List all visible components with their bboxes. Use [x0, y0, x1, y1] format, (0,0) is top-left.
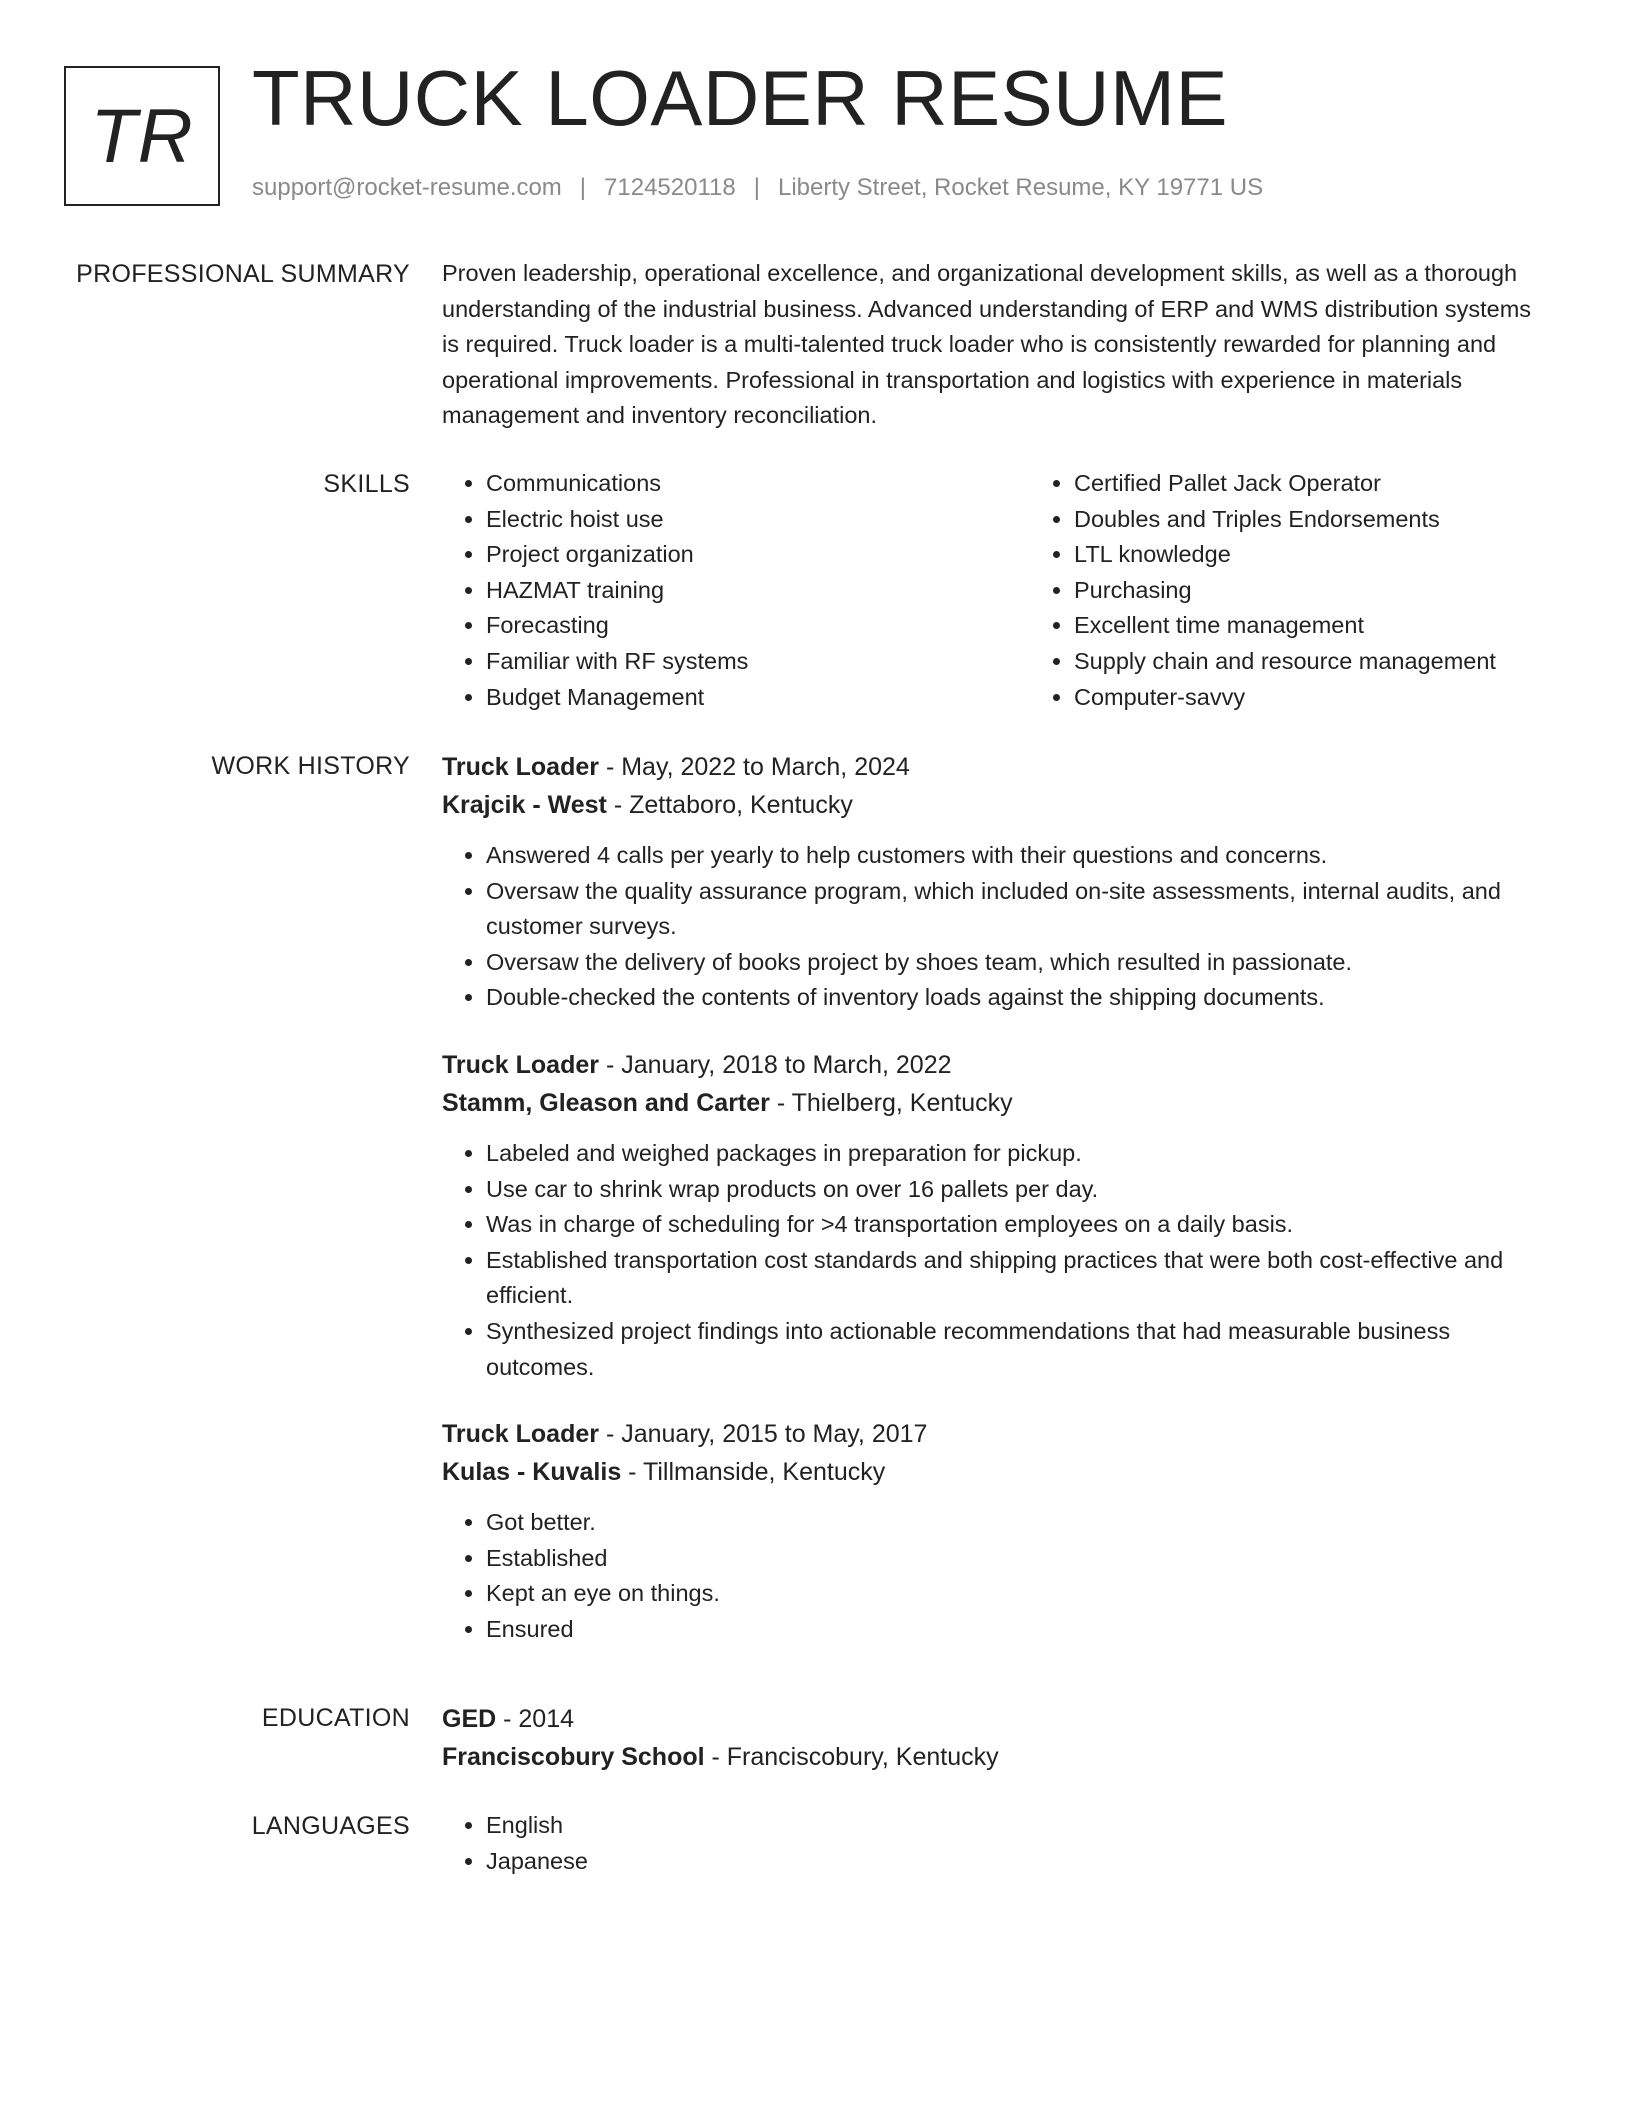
- job-title-line: [442, 748, 1552, 786]
- skill-item: • Electric hoist use: [486, 502, 1030, 538]
- summary-body: [442, 256, 1552, 434]
- education-school-line: [442, 1738, 1552, 1776]
- skill-item: • Computer-savvy: [1074, 680, 1574, 716]
- language-item: • English: [486, 1808, 1552, 1844]
- education-location: - Franciscobury, Kentucky: [704, 1743, 999, 1771]
- summary-text: Proven leadership, operational excellence, and organizational development skills, as well as a thorough understanding of the industrial business. Advanced understanding of ERP and WMS distribution systems is required. Truck loader is a multi-talented truck loader who is consistently rewarded for planning and operational improvements. Professional in transportation and logistics with experience in materials management and inventory reconciliation.: [442, 260, 1532, 429]
- contact-line: [252, 174, 1263, 202]
- contact-address: Liberty Street, Rocket Resume, KY 19771 US: [777, 174, 1264, 201]
- contact-phone[interactable]: 7124520118: [604, 174, 736, 201]
- skill-item: • Budget Management: [486, 680, 1030, 716]
- job-bullet: • Oversaw the quality assurance program, which included on-site assessments, internal audits, and customer surveys.: [486, 874, 1552, 945]
- job-bullet: • Kept an eye on things.: [486, 1576, 1552, 1612]
- job-location: - Zettaboro, Kentucky: [606, 791, 853, 819]
- job-bullet: • Established transportation cost standards and shipping practices that were both cost-effective and efficient.: [486, 1243, 1552, 1314]
- skill-item: • Doubles and Triples Endorsements: [1074, 502, 1574, 538]
- job-bullets: [442, 1136, 1552, 1385]
- languages-list: [442, 1808, 1552, 1879]
- monogram-box: [64, 66, 220, 206]
- contact-email[interactable]: support@rocket-resume.com: [252, 174, 562, 201]
- skill-item: • Purchasing: [1074, 573, 1574, 609]
- education-year: - 2014: [496, 1705, 575, 1733]
- job-dates: - January, 2018 to March, 2022: [599, 1050, 952, 1079]
- education-degree: GED: [442, 1705, 497, 1733]
- job-title-line: [442, 1046, 1552, 1084]
- job-title: Truck Loader: [442, 1420, 599, 1449]
- job-bullet: • Labeled and weighed packages in preparation for pickup.: [486, 1136, 1552, 1172]
- skill-item: • Communications: [486, 466, 1030, 502]
- skill-item: • LTL knowledge: [1074, 537, 1574, 573]
- job-company-line: [442, 1453, 1552, 1491]
- skill-item: • HAZMAT training: [486, 573, 1030, 609]
- monogram-text: TR: [90, 93, 194, 179]
- job-bullet: • Ensured: [486, 1612, 1552, 1648]
- job-bullet: • Was in charge of scheduling for >4 transportation employees on a daily basis.: [486, 1207, 1552, 1243]
- job-location: - Tillmanside, Kentucky: [621, 1458, 886, 1487]
- job-company: Stamm, Gleason and Carter: [442, 1088, 770, 1117]
- contact-separator: |: [579, 174, 587, 201]
- skill-item: • Project organization: [486, 537, 1030, 573]
- skill-item: • Excellent time management: [1074, 608, 1574, 644]
- skill-item: • Supply chain and resource management: [1074, 644, 1574, 680]
- job-title-line: [442, 1415, 1552, 1453]
- job-title: Truck Loader: [442, 753, 599, 781]
- job-bullet: • Got better.: [486, 1505, 1552, 1541]
- job-dates: - May, 2022 to March, 2024: [599, 753, 910, 781]
- languages-body: [442, 1808, 1552, 1879]
- job-company-line: [442, 1084, 1552, 1122]
- section-label-summary: PROFESSIONAL SUMMARY: [76, 260, 410, 288]
- job-bullet: • Oversaw the delivery of books project by shoes team, which resulted in passionate.: [486, 945, 1552, 981]
- job-entry: [442, 1415, 1552, 1647]
- education-degree-line: [442, 1700, 1552, 1738]
- job-bullet: • Synthesized project findings into actionable recommendations that had measurable business outcomes.: [486, 1314, 1552, 1385]
- education-school: Franciscobury School: [442, 1743, 705, 1771]
- section-label-skills: SKILLS: [323, 470, 410, 498]
- skills-list-right: [1030, 466, 1574, 715]
- skills-list-left: [442, 466, 1030, 715]
- education-body: [442, 1700, 1552, 1776]
- job-bullet: • Double-checked the contents of inventory loads against the shipping documents.: [486, 980, 1552, 1016]
- section-label-languages: LANGUAGES: [251, 1812, 410, 1840]
- work-body: [442, 748, 1552, 1678]
- section-label-education: EDUCATION: [261, 1704, 410, 1732]
- skills-body: [442, 466, 1552, 715]
- job-title: Truck Loader: [442, 1050, 599, 1079]
- job-company: Kulas - Kuvalis: [442, 1458, 622, 1487]
- job-bullet: • Use car to shrink wrap products on over 16 pallets per day.: [486, 1172, 1552, 1208]
- job-bullets: [442, 1505, 1552, 1647]
- contact-separator: |: [753, 174, 760, 201]
- job-dates: - January, 2015 to May, 2017: [599, 1420, 928, 1449]
- skill-item: • Familiar with RF systems: [486, 644, 1030, 680]
- resume-title: TRUCK LOADER RESUME: [252, 54, 1228, 142]
- job-company: Krajcik - West: [442, 791, 607, 819]
- section-label-work: WORK HISTORY: [211, 752, 410, 780]
- skill-item: • Certified Pallet Jack Operator: [1074, 466, 1574, 502]
- job-location: - Thielberg, Kentucky: [769, 1088, 1013, 1117]
- job-entry: [442, 748, 1552, 1016]
- job-bullets: [442, 838, 1552, 1016]
- job-company-line: [442, 786, 1552, 824]
- job-entry: [442, 1046, 1552, 1385]
- job-bullet: • Answered 4 calls per yearly to help customers with their questions and concerns.: [486, 838, 1552, 874]
- skill-item: • Forecasting: [486, 608, 1030, 644]
- language-item: • Japanese: [486, 1844, 1552, 1880]
- job-bullet: • Established: [486, 1541, 1552, 1577]
